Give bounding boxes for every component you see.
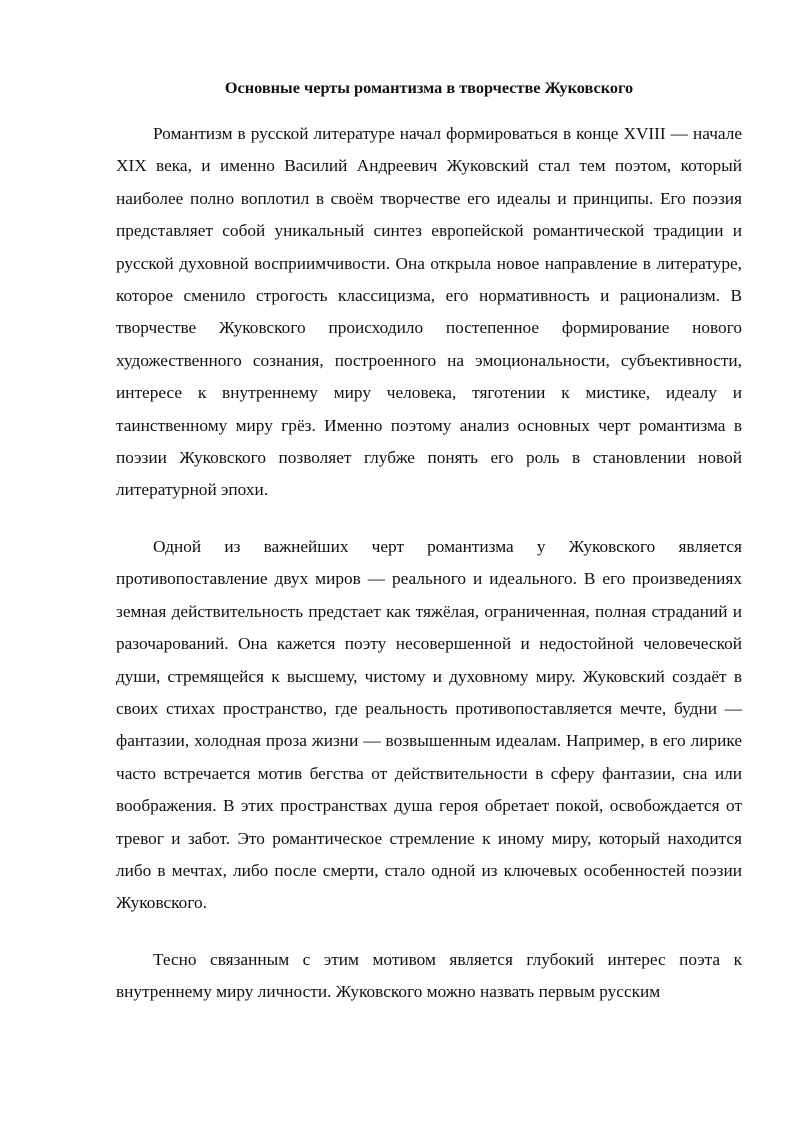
paragraph-two-worlds: Одной из важнейших черт романтизма у Жуковского является противопоставление двух миров — реального и идеального. В его произведениях земная действительность предстает как тяжёлая, ограниченная, полная страданий и разочарований. Она кажется поэту несовершенной и недостойной человеческой души, стремящейся к высшему, чистому и духовному миру. Жуковский создаёт в своих стихах пространство, где реальность противопоставляется мечте, будни — фантазии, холодная проза жизни — возвышенным идеалам. Например, в его лирике часто встречается мотив бегства от действительности в сферу фантазии, сна или воображения. В этих пространствах душа героя обретает покой, освобождается от тревог и забот. Это романтическое стремление к иному миру, который находится либо в мечтах, либо после смерти, стало одной из ключевых особенностей поэзии Жуковского.	[116, 536, 742, 913]
paragraph-intro: Романтизм в русской литературе начал формироваться в конце XVIII — начале XIX века, и именно Василий Андреевич Жуковский стал тем поэтом, который наиболее полно воплотил в своём творчестве его идеалы и принципы. Его поэзия представляет собой уникальный синтез европейской романтической традиции и русской духовной восприимчивости. Она открыла новое направление в литературе, которое сменило строгость классицизма, его нормативность и рационализм. В творчестве Жуковского происходило постепенное формирование нового художественного сознания, построенного на эмоциональности, субъективности, интересе к внутреннему миру человека, тяготении к мистике, идеалу и таинственному миру грёз. Именно поэтому анализ основных черт романтизма в поэзии Жуковского позволяет глубже понять его роль в становлении новой литературной эпохи.	[116, 124, 742, 500]
document-body	[116, 118, 742, 1009]
paragraph-inner-world: Тесно связанным с этим мотивом является глубокий интерес поэта к внутреннему миру личности. Жуковского можно назвать первым русским	[116, 949, 742, 1002]
document-title: Основные черты романтизма в творчестве Жуковского	[224, 78, 634, 97]
